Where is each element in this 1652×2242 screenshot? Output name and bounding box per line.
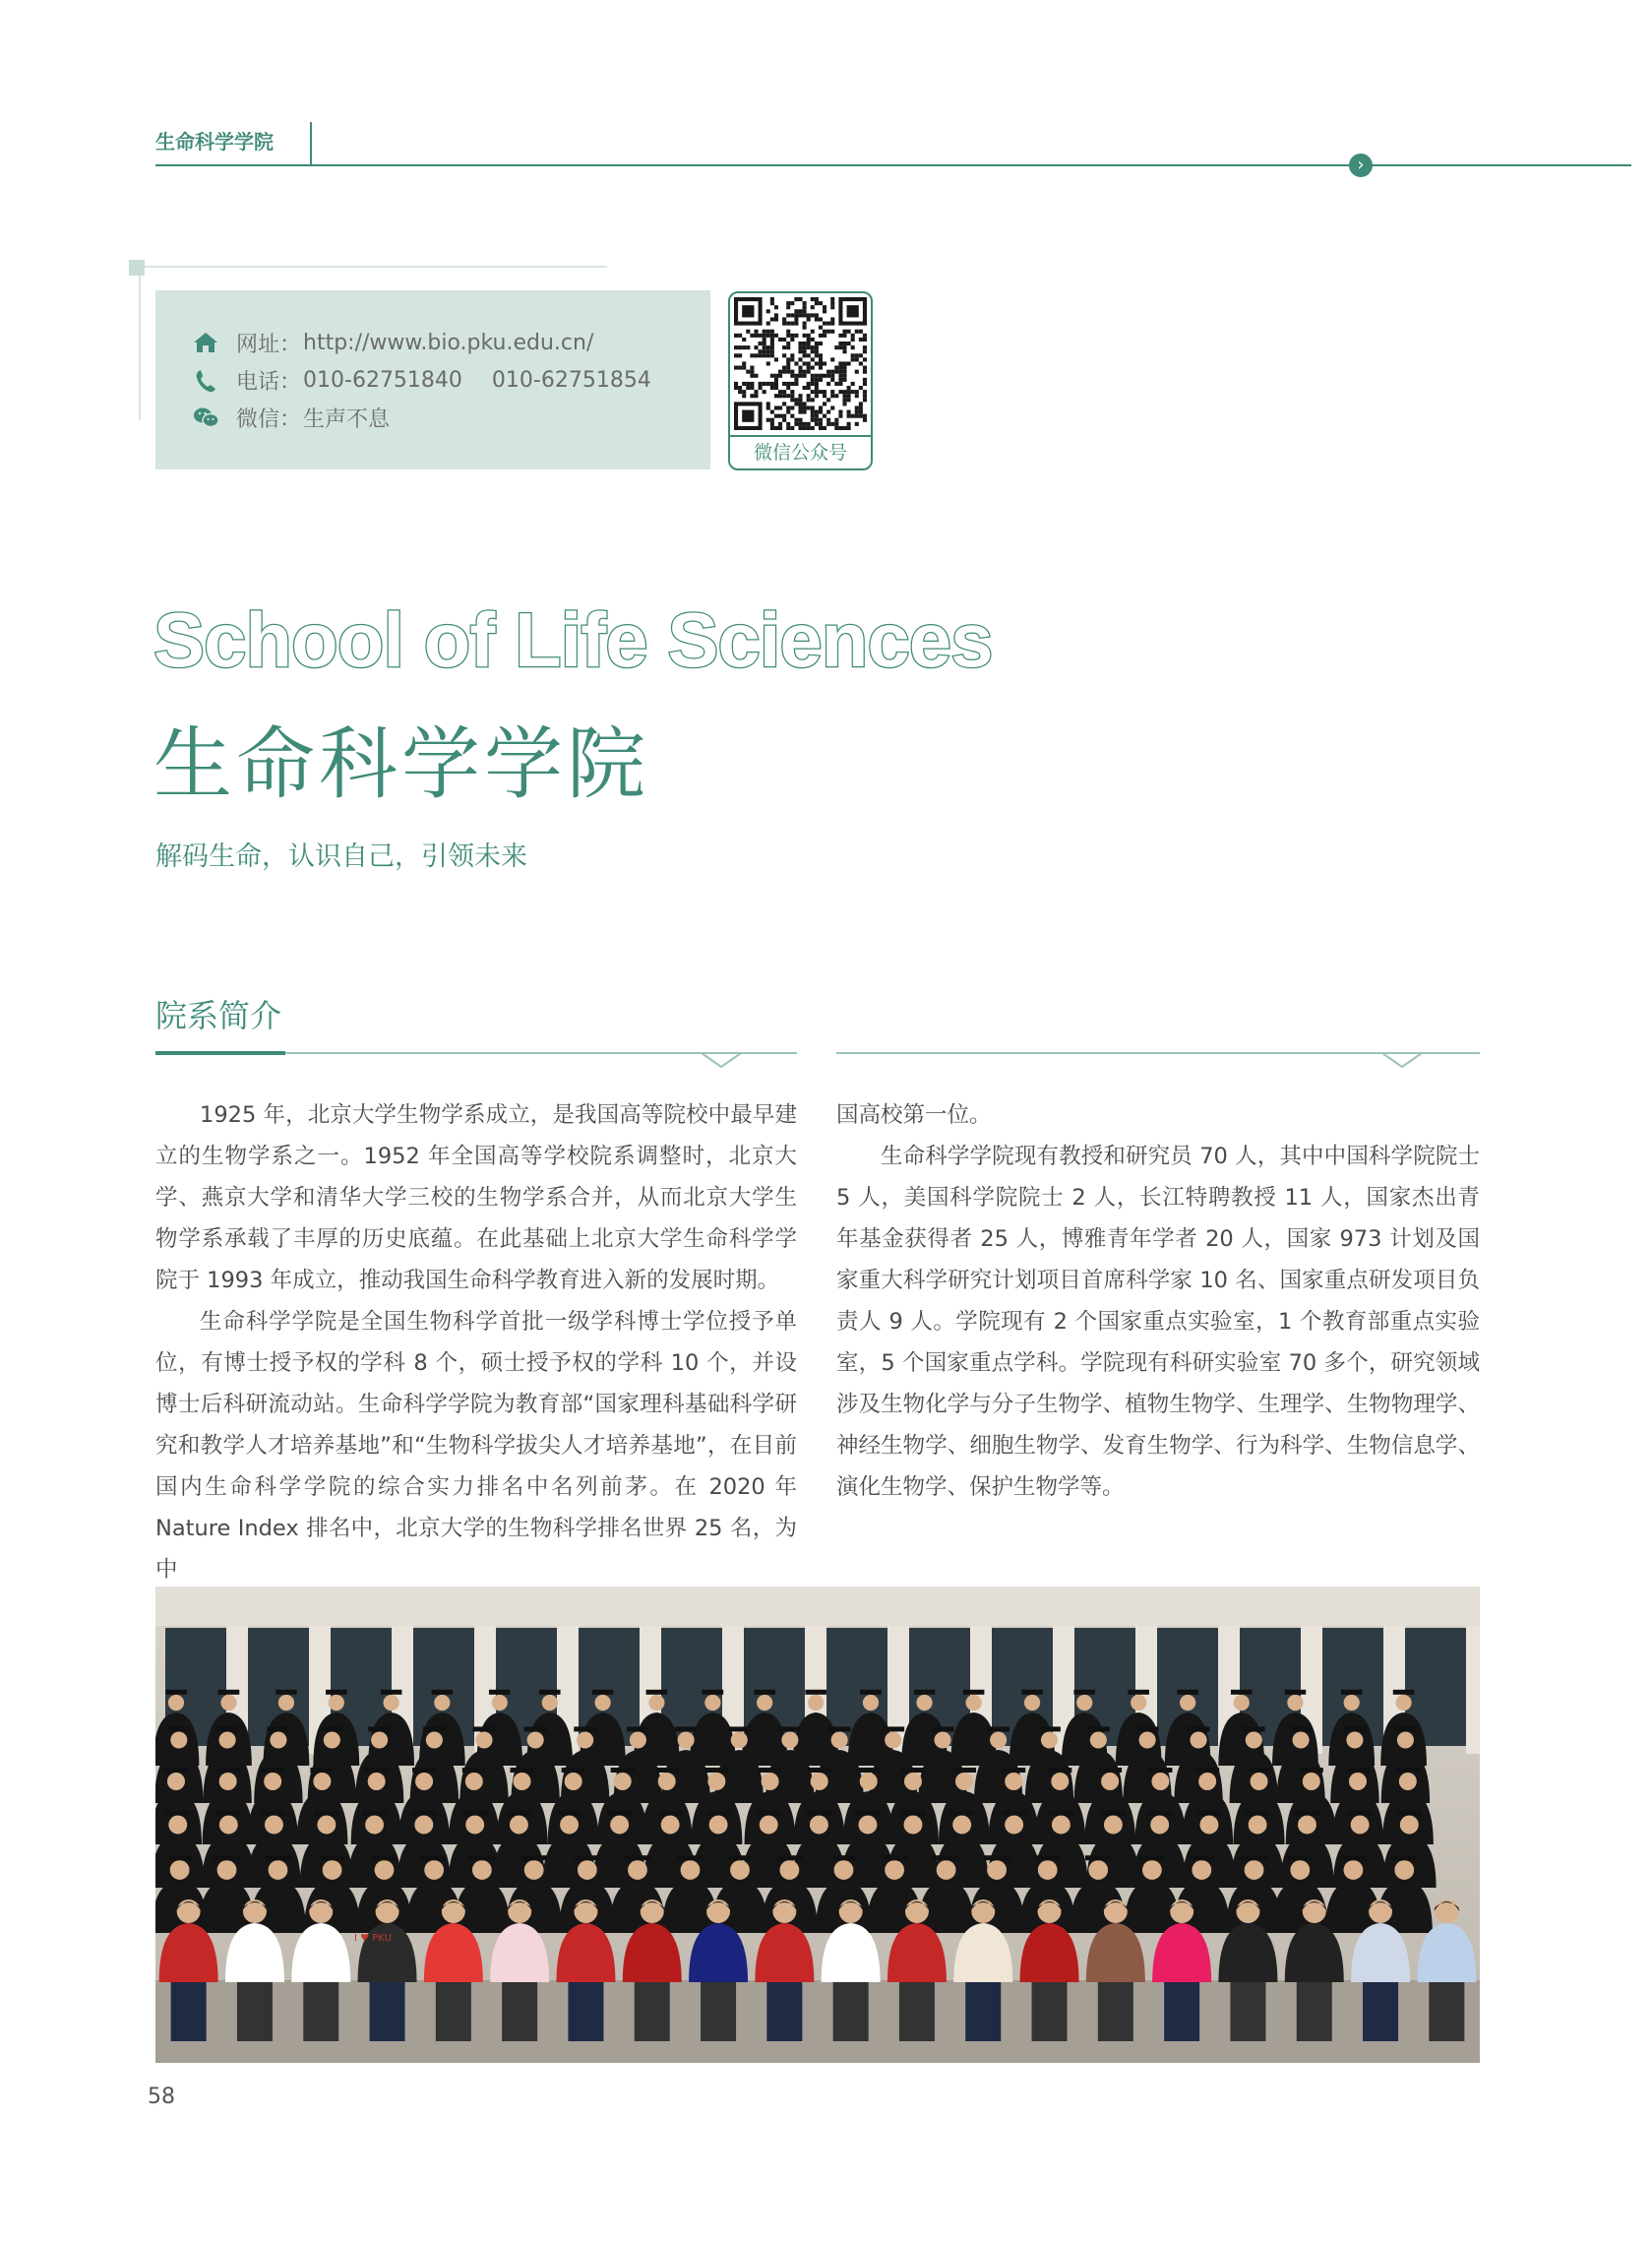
website-link[interactable]: http://www.bio.pku.edu.cn/ <box>303 331 594 355</box>
contact-wechat-row <box>193 403 390 433</box>
graduation-group-photo <box>155 1587 1480 2063</box>
wechat-account: 生声不息 <box>303 407 391 432</box>
body-column-right <box>836 1094 1480 1508</box>
contact-phone-row <box>193 365 651 396</box>
slogan: 解码生命，认识自己，引领未来 <box>155 841 527 872</box>
paragraph-faculty: 生命科学学院现有教授和研究员 70 人，其中中国科学院院士 5 人，美国科学院院士 2 人，长江特聘教授 11 人，国家杰出青年基金获得者 25 人，博雅青年学者 20 人，国家 973 计划及国家重大科学研究计划项目首席科学家 10 名、国家重点研发项目负责人 9 人。学院现有 2 个国家重点实验室，1 个教育部重点实验室，5 个国家重点学科。学院现有科研实验室 70 多个，研究领域涉及生物化学与分子生物学、植物生物学、生理学、生物物理学、神经生物学、细胞生物学、发育生物学、行为科学、生物信息学、演化生物学、保护生物学等。 <box>836 1144 1480 1500</box>
paragraph-continuation: 国高校第一位。 <box>836 1102 992 1128</box>
header-rule <box>155 164 1631 166</box>
phone-number-1: 010-62751840 <box>303 368 462 393</box>
phone-icon <box>193 368 222 394</box>
group-photo <box>155 1587 1480 2063</box>
header-divider <box>310 122 312 165</box>
home-icon <box>193 331 222 356</box>
phone-label: 电话： <box>236 370 302 395</box>
wechat-icon <box>193 405 222 431</box>
contact-website-row <box>193 328 593 358</box>
section-title: 院系简介 <box>155 997 282 1034</box>
qr-code-icon <box>734 297 867 430</box>
decorative-square <box>129 260 145 276</box>
wechat-label: 微信： <box>236 407 302 432</box>
section-rule-right <box>836 1049 1480 1073</box>
title-chinese: 生命科学学院 <box>153 718 649 810</box>
chevron-right-icon: › <box>1349 154 1373 177</box>
qr-caption: 微信公众号 <box>730 435 871 468</box>
shirt-text: I ♥ PKU <box>354 1933 392 1944</box>
paragraph-history: 1925 年，北京大学生物学系成立，是我国高等院校中最早建立的生物学系之一。1952 年全国高等学校院系调整时，北京大学、燕京大学和清华大学三校的生物学系合并，从而北京大学生物学系承载了丰厚的历史底蕴。在此基础上北京大学生命科学学院于 1993 年成立，推动我国生命科学教育进入新的发展时期。 <box>155 1102 797 1293</box>
title-english: School of Life Sciences <box>153 596 993 683</box>
section-rule-left <box>155 1049 797 1073</box>
wechat-qr-code[interactable] <box>728 291 873 470</box>
phone-number-2: 010-62751854 <box>491 368 651 393</box>
website-label: 网址： <box>236 333 302 357</box>
contact-box <box>155 290 710 469</box>
page-number: 58 <box>148 2085 175 2109</box>
body-column-left <box>155 1094 797 1590</box>
running-header-label: 生命科学学院 <box>155 130 274 154</box>
paragraph-degrees: 生命科学学院是全国生物科学首批一级学科博士学位授予单位，有博士授予权的学科 8 个，硕士授予权的学科 10 个，并设博士后科研流动站。生命科学学院为教育部“国家理科基础科学研究和教学人才培养基地”和“生物科学拔尖人才培养基地”，在目前国内生命科学学院的综合实力排名中名列前茅。在 2020 年 Nature Index 排名中，北京大学的生物科学排名世界 25 名，为中 <box>155 1309 797 1583</box>
